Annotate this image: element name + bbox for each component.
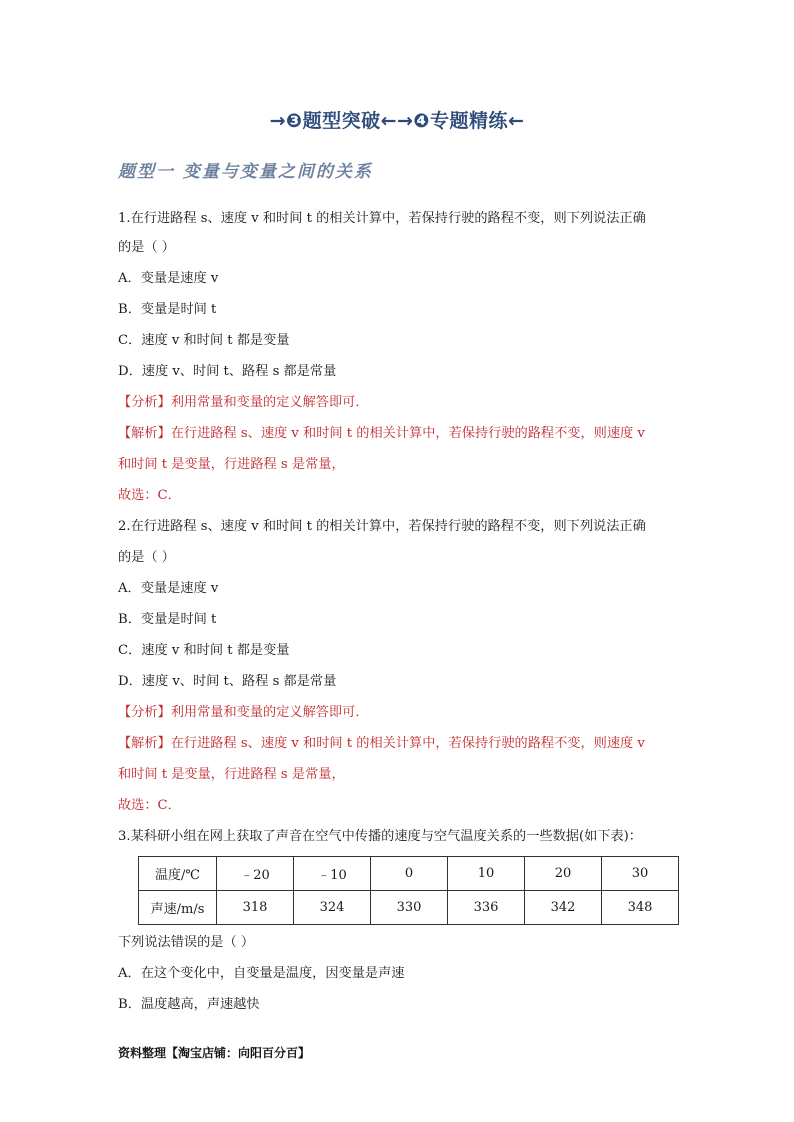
q1-solution-line-1: 【解析】在行进路程 s、速度 v 和时间 t 的相关计算中，若保持行驶的路程不变，则速度 v [118, 426, 645, 441]
q2-option-c: C．速度 v 和时间 t 都是变量 [118, 643, 290, 658]
table-cell: 348 [602, 891, 679, 925]
table-cell: ﹣10 [294, 857, 371, 891]
table-cell: 336 [448, 891, 525, 925]
table-cell: 30 [602, 857, 679, 891]
q1-option-a: A．变量是速度 v [118, 271, 219, 286]
q1-analysis: 【分析】利用常量和变量的定义解答即可． [118, 395, 369, 410]
table-cell: 318 [217, 891, 294, 925]
q3-option-b: B．温度越高，声速越快 [118, 997, 260, 1012]
q1-option-b: B．变量是时间 t [118, 302, 217, 317]
q1-answer: 故选：C． [118, 488, 181, 503]
section-title: 题型一 变量与变量之间的关系 [118, 162, 373, 182]
table-cell: 330 [371, 891, 448, 925]
q2-option-b: B．变量是时间 t [118, 612, 217, 627]
q2-stem-line-2: 的是（ ） [118, 550, 175, 565]
q2-option-d: D．速度 v、时间 t、路程 s 都是常量 [118, 674, 337, 689]
table-cell: 声速/m/s [139, 891, 217, 925]
q3-question: 下列说法错误的是（ ） [118, 935, 255, 950]
table-cell: 342 [525, 891, 602, 925]
table-cell: 10 [448, 857, 525, 891]
q1-stem-line-2: 的是（ ） [118, 240, 175, 255]
table-row [139, 857, 679, 891]
q2-solution-line-1: 【解析】在行进路程 s、速度 v 和时间 t 的相关计算中，若保持行驶的路程不变，则速度 v [118, 736, 645, 751]
q1-stem-line-1: 1.在行进路程 s、速度 v 和时间 t 的相关计算中，若保持行驶的路程不变，则下列说法正确 [118, 211, 646, 226]
table-cell: 温度/℃ [139, 857, 217, 891]
page-header: →❸题型突破←→❹专题精练← [269, 110, 525, 132]
q1-solution-line-2: 和时间 t 是变量，行进路程 s 是常量， [118, 457, 345, 472]
q2-solution-line-2: 和时间 t 是变量，行进路程 s 是常量， [118, 767, 345, 782]
q3-option-a: A．在这个变化中，自变量是温度，因变量是声速 [118, 966, 405, 981]
q2-answer: 故选：C． [118, 798, 181, 813]
q2-option-a: A．变量是速度 v [118, 581, 219, 596]
q2-stem-line-1: 2.在行进路程 s、速度 v 和时间 t 的相关计算中，若保持行驶的路程不变，则下列说法正确 [118, 519, 646, 534]
table-cell: 20 [525, 857, 602, 891]
table-cell: 324 [294, 891, 371, 925]
table-cell: 0 [371, 857, 448, 891]
q3-stem: 3.某科研小组在网上获取了声音在空气中传播的速度与空气温度关系的一些数据(如下表)： [118, 829, 642, 844]
q2-analysis: 【分析】利用常量和变量的定义解答即可． [118, 705, 369, 720]
table-cell: ﹣20 [217, 857, 294, 891]
q1-option-c: C．速度 v 和时间 t 都是变量 [118, 333, 290, 348]
q1-option-d: D．速度 v、时间 t、路程 s 都是常量 [118, 364, 337, 379]
table-row [139, 891, 679, 925]
footer-note: 资料整理【淘宝店铺：向阳百分百】 [118, 1046, 311, 1060]
content [118, 205, 683, 1020]
q3-data-table [138, 856, 679, 925]
